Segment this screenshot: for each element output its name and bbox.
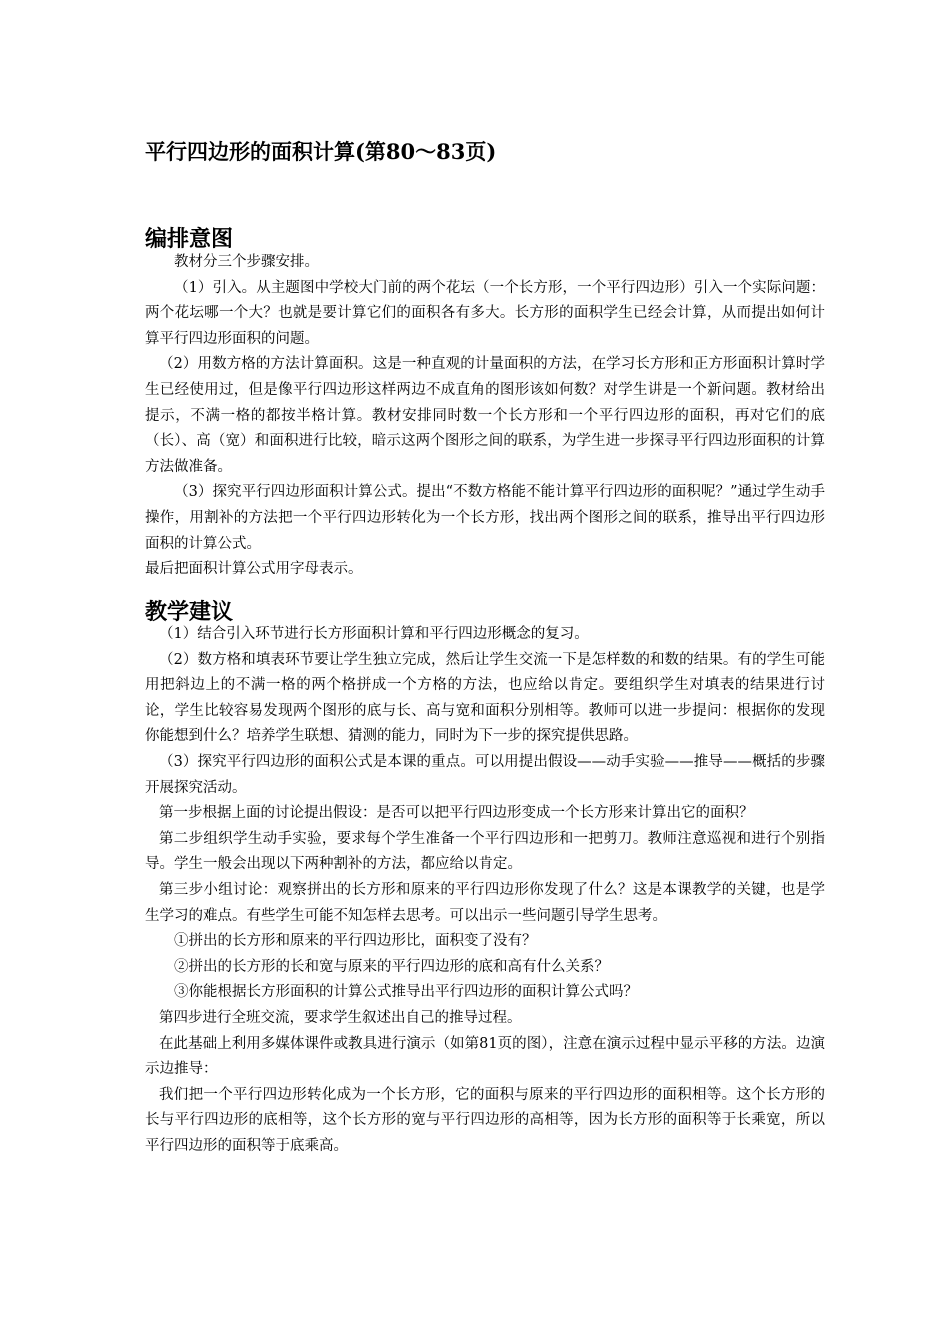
paragraph: 第三步小组讨论：观察拼出的长方形和原来的平行四边形你发现了什么？这是本课教学的关键，也是学生学习的难点。有些学生可能不知怎样去思考。可以出示一些问题引导学生思考。 — [145, 881, 825, 924]
paragraph: （3）探究平行四边形面积计算公式。提出“不数方格能不能计算平行四边形的面积呢？”通过学生动手操作，用割补的方法把一个平行四边形转化为一个长方形，找出两个图形之间的联系，推导出平行四边形面积的计算公式。 — [145, 484, 825, 552]
section-design-intent — [145, 250, 825, 583]
paragraph: 第四步进行全班交流，要求学生叙述出自己的推导过程。 — [159, 1009, 522, 1026]
list-item: ①拼出的长方形和原来的平行四边形比，面积变了没有？ — [174, 933, 537, 950]
paragraph: 教材分三个步骤安排。 — [174, 254, 319, 270]
paragraph: 我们把一个平行四边形转化成为一个长方形，它的面积与原来的平行四边形的面积相等。这个长方形的长与平行四边形的底相等，这个长方形的宽与平行四边形的高相等，因为长方形的面积等于长乘宽，所以平行四边形的面积等于底乘高。 — [145, 1086, 825, 1154]
paragraph: 最后把面积计算公式用字母表示。 — [145, 561, 363, 578]
section-teaching-suggestions — [145, 622, 825, 1159]
paragraph: 第一步根据上面的讨论提出假设：是否可以把平行四边形变成一个长方形来计算出它的面积？ — [159, 805, 754, 822]
list-item: ③你能根据长方形面积的计算公式推导出平行四边形的面积计算公式吗？ — [174, 984, 638, 1001]
paragraph: （1）引入。从主题图中学校大门前的两个花坛（一个长方形，一个平行四边形）引入一个实际问题：两个花坛哪一个大？也就是要计算它们的面积各有多大。长方形的面积学生已经会计算，从而提出如何计算平行四边形面积的问题。 — [145, 279, 825, 347]
paragraph: （2）用数方格的方法计算面积。这是一种直观的计量面积的方法，在学习长方形和正方形面积计算时学生已经使用过，但是像平行四边形这样两边不成直角的图形该如何数？对学生讲是一个新问题。教材给出提示，不满一格的都按半格计算。教材安排同时数一个长方形和一个平行四边形的面积，再对它们的底（长）、高（宽）和面积进行比较，暗示这两个图形之间的联系，为学生进一步探寻平行四边形面积的计算方法做准备。 — [145, 356, 825, 475]
list-item: ②拼出的长方形的长和宽与原来的平行四边形的底和高有什么关系？ — [174, 958, 609, 975]
paragraph: 第二步组织学生动手实验，要求每个学生准备一个平行四边形和一把剪刀。教师注意巡视和进行个别指导。学生一般会出现以下两种割补的方法，都应给以肯定。 — [145, 830, 825, 873]
section-heading-design-intent: 编排意图 — [145, 226, 234, 252]
paragraph: （1）结合引入环节进行长方形面积计算和平行四边形概念的复习。 — [159, 626, 589, 642]
paragraph: 在此基础上利用多媒体课件或教具进行演示（如第81页的图），注意在演示过程中显示平移的方法。边演示边推导： — [145, 1035, 825, 1078]
paragraph: （3）探究平行四边形的面积公式是本课的重点。可以用提出假设——动手实验——推导——概括的步骤开展探究活动。 — [145, 753, 825, 796]
section-heading-teaching-suggestions: 教学建议 — [145, 599, 234, 625]
document-title: 平行四边形的面积计算(第80～83页) — [145, 139, 497, 164]
paragraph: （2）数方格和填表环节要让学生独立完成，然后让学生交流一下是怎样数的和数的结果。有的学生可能用把斜边上的不满一格的两个格拼成一个方格的方法，也应给以肯定。要组织学生对填表的结果进行讨论，学生比较容易发现两个图形的底与长、高与宽和面积分别相等。教师可以进一步提问：根据你的发现你能想到什么？培养学生联想、猜测的能力，同时为下一步的探究提供思路。 — [145, 651, 825, 745]
